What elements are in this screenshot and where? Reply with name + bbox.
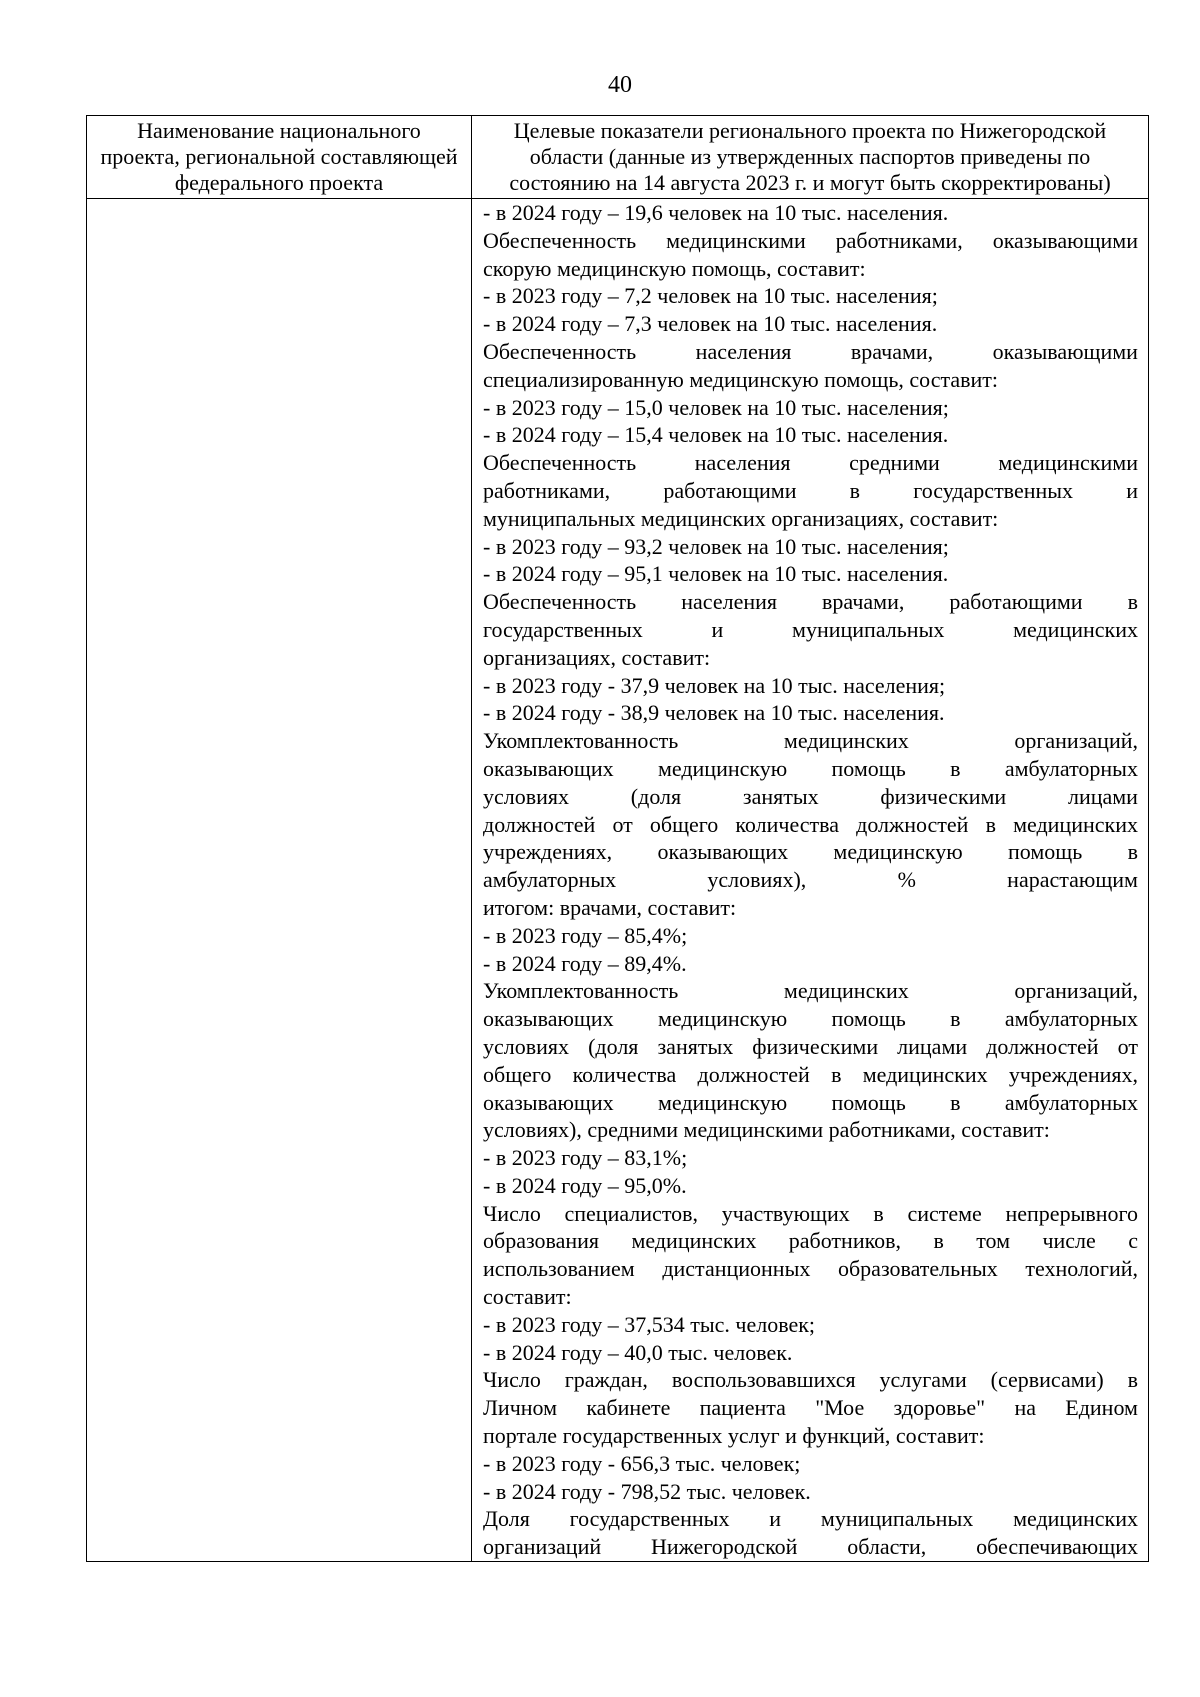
text-line: Число специалистов, участвующих в системе непрерывного [483, 1200, 1138, 1226]
indicators-table [86, 115, 1149, 1562]
text-line: образования медицинских работников, в том числе с [483, 1228, 1138, 1254]
text-line: Обеспеченность населения врачами, работающими в [483, 589, 1138, 615]
text-line: муниципальных медицинских организациях, составит: [483, 505, 999, 531]
text-line: оказывающих медицинскую помощь в амбулаторных [483, 755, 1138, 781]
text-line: - в 2024 году – 15,4 человек на 10 тыс. населения. [483, 422, 949, 448]
text-line: составит: [483, 1284, 572, 1310]
text-line: скорую медицинскую помощь, составит: [483, 255, 866, 281]
text-line: Укомплектованность медицинских организаций, [483, 978, 1138, 1004]
text-line: - в 2023 году – 93,2 человек на 10 тыс. населения; [483, 533, 949, 559]
text-line: - в 2023 году – 15,0 человек на 10 тыс. населения; [483, 394, 949, 420]
text-line: Обеспеченность медицинскими работниками, оказывающими [483, 227, 1138, 253]
text-line: - в 2023 году - 37,9 человек на 10 тыс. населения; [483, 672, 946, 698]
table-header-row [87, 116, 1149, 199]
text-line: условиях (доля занятых физическими лицами [483, 783, 1138, 809]
text-line: итогом: врачами, составит: [483, 894, 737, 920]
text-line: Обеспеченность населения средними медицинскими [483, 450, 1138, 476]
text-line: работниками, работающими в государственных и [483, 477, 1138, 503]
text-line: оказывающих медицинскую помощь в амбулаторных [483, 1006, 1138, 1032]
text-line: условиях (доля занятых физическими лицами должностей от [483, 1033, 1138, 1059]
text-line: должностей от общего количества должностей в медицинских [483, 811, 1138, 837]
text-line: портале государственных услуг и функций, составит: [483, 1423, 985, 1449]
text-line: - в 2023 году - 656,3 тыс. человек; [483, 1450, 801, 1476]
text-line: - в 2024 году – 95,1 человек на 10 тыс. населения. [483, 561, 949, 587]
text-line: организациях, составит: [483, 644, 711, 670]
text-line: Число граждан, воспользовавшихся услугами (сервисами) в [483, 1367, 1138, 1393]
page-number: 40 [608, 72, 632, 98]
text-line: государственных и муниципальных медицинских [483, 616, 1138, 642]
text-line: условиях), средними медицинскими работниками, составит: [483, 1117, 1050, 1143]
project-name-cell [87, 199, 472, 1562]
text-line: специализированную медицинскую помощь, составит: [483, 366, 998, 392]
text-line: Личном кабинете пациента "Мое здоровье" на Едином [483, 1395, 1138, 1421]
text-line: Укомплектованность медицинских организаций, [483, 728, 1138, 754]
text-line: организаций Нижегородской области, обеспечивающих [483, 1534, 1138, 1560]
text-line: - в 2023 году – 37,534 тыс. человек; [483, 1311, 816, 1337]
header-project-name: Наименование национального проекта, региональной составляющей федерального проекта [87, 116, 472, 199]
text-line: амбулаторных условиях), % нарастающим [483, 867, 1138, 893]
text-line: оказывающих медицинскую помощь в амбулаторных [483, 1089, 1138, 1115]
text-line: общего количества должностей в медицинских учреждениях, [483, 1061, 1138, 1087]
text-line: - в 2023 году – 85,4%; [483, 922, 688, 948]
text-line: - в 2024 году – 40,0 тыс. человек. [483, 1339, 793, 1365]
text-line: учреждениях, оказывающих медицинскую помощь в [483, 839, 1138, 865]
header-target-indicators: Целевые показатели регионального проекта по Нижегородской области (данные из утвержденных паспортов приведены по состоянию на 14 августа 2023 г. и могут быть скорректированы) [472, 116, 1149, 199]
text-line: использованием дистанционных образовательных технологий, [483, 1256, 1138, 1282]
text-line: - в 2024 году - 798,52 тыс. человек. [483, 1478, 811, 1504]
text-line: - в 2024 году – 7,3 человек на 10 тыс. населения. [483, 311, 938, 337]
text-line: - в 2024 году – 89,4%. [483, 950, 687, 976]
text-line: - в 2024 году – 19,6 человек на 10 тыс. населения. [483, 200, 949, 225]
text-line: - в 2023 году – 83,1%; [483, 1145, 688, 1171]
indicators-text [483, 199, 1138, 1561]
indicators-cell [472, 199, 1149, 1562]
text-line: - в 2024 году - 38,9 человек на 10 тыс. населения. [483, 700, 945, 726]
text-line: Обеспеченность населения врачами, оказывающими [483, 338, 1138, 364]
text-line: - в 2023 году – 7,2 человек на 10 тыс. населения; [483, 283, 938, 309]
table-row [87, 199, 1149, 1562]
text-line: - в 2024 году – 95,0%. [483, 1172, 687, 1198]
text-line: Доля государственных и муниципальных медицинских [483, 1506, 1138, 1532]
